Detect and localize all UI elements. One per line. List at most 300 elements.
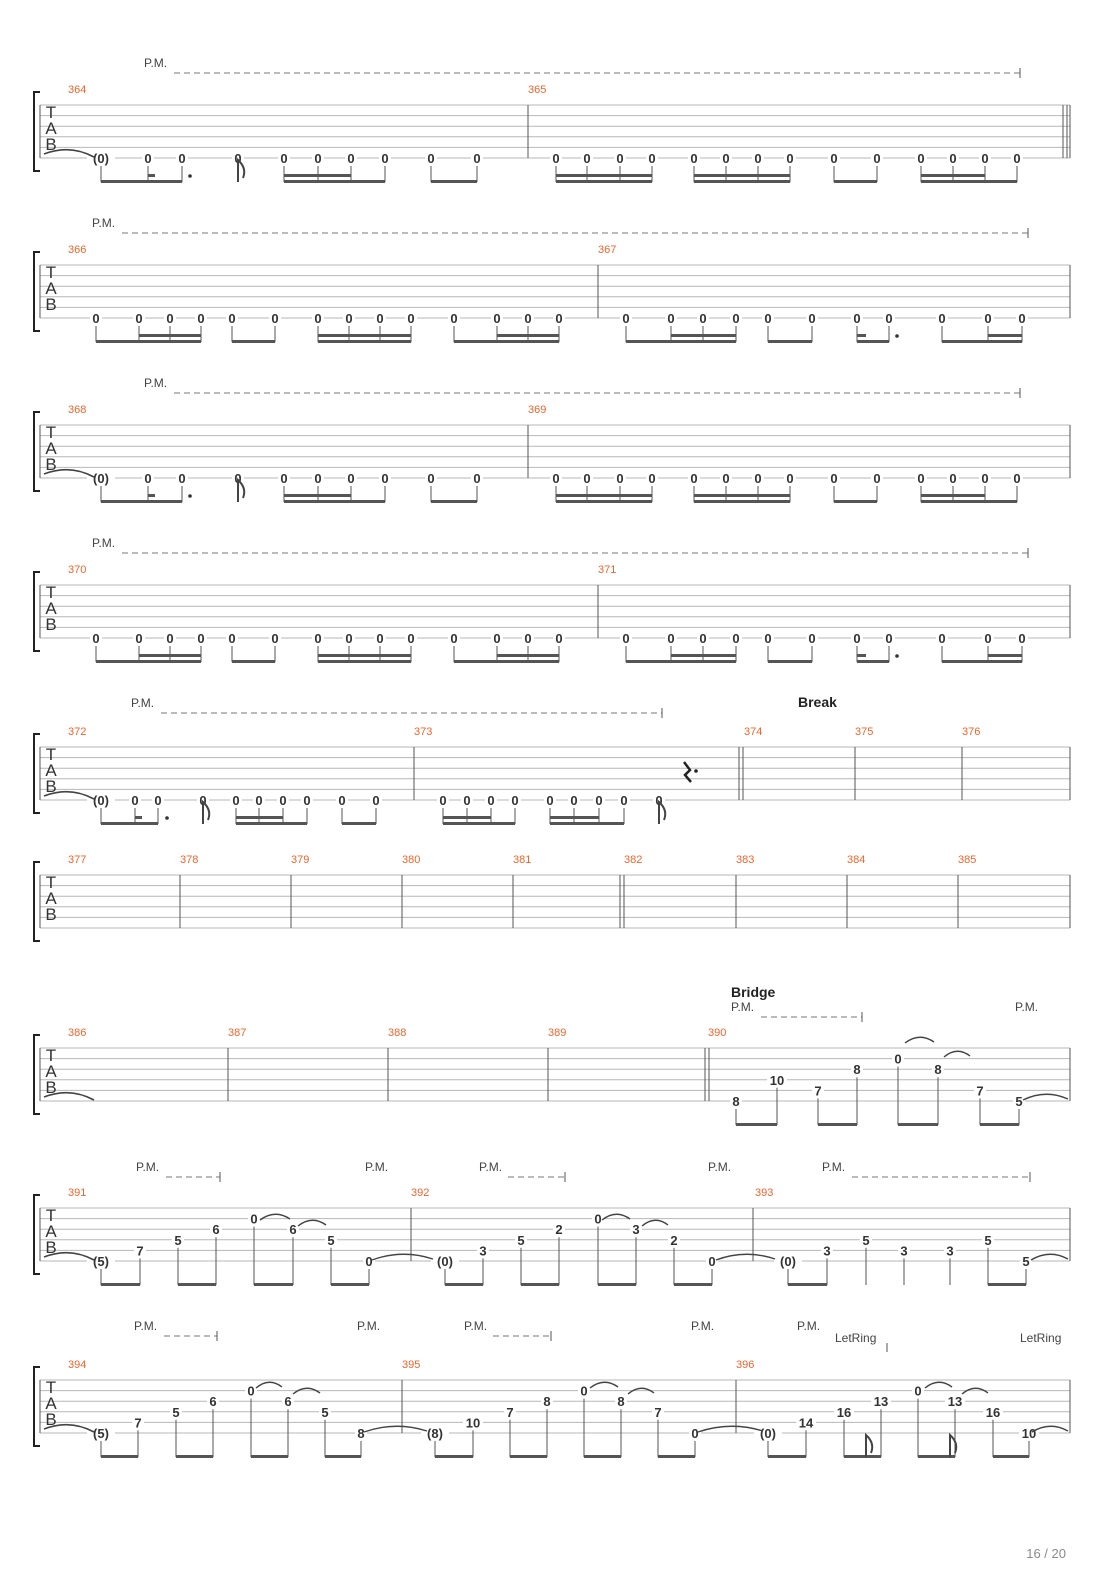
system-bracket bbox=[34, 572, 40, 651]
palm-mute-label: P.M. bbox=[822, 1160, 846, 1174]
beam bbox=[671, 334, 736, 337]
fret-number: 0 bbox=[699, 631, 707, 646]
fret-number: 5 bbox=[1015, 1094, 1023, 1109]
beam bbox=[921, 174, 985, 177]
fret-number: 0 bbox=[463, 793, 471, 808]
beam bbox=[550, 816, 599, 819]
fret-number: 0 bbox=[949, 151, 957, 166]
beam bbox=[96, 660, 201, 663]
fret-number: 0 bbox=[345, 631, 353, 646]
beam bbox=[980, 1123, 1019, 1126]
tab-clef-letter: A bbox=[45, 1394, 57, 1413]
tie-arc bbox=[944, 1051, 970, 1057]
fret-number: 7 bbox=[136, 1243, 144, 1259]
section-label-break: Break bbox=[798, 694, 837, 710]
tab-clef-letter: T bbox=[45, 423, 57, 442]
page-number: 16 / 20 bbox=[1026, 1546, 1066, 1561]
fret-number: 8 bbox=[617, 1394, 625, 1410]
fret-number: (8) bbox=[427, 1426, 443, 1441]
fret-number: 0 bbox=[667, 311, 675, 326]
beam bbox=[236, 816, 283, 819]
fret-number: 0 bbox=[949, 471, 957, 486]
system-bracket bbox=[34, 1367, 40, 1446]
fret-number: 0 bbox=[376, 311, 384, 326]
system-bracket bbox=[34, 92, 40, 171]
fret-number: 0 bbox=[271, 631, 279, 646]
measure-number: 378 bbox=[180, 854, 199, 866]
tab-clef-letter: A bbox=[45, 1062, 57, 1081]
beam bbox=[232, 340, 275, 343]
fret-number: 0 bbox=[228, 631, 236, 646]
tab-clef-letter: B bbox=[45, 777, 57, 796]
beam bbox=[556, 174, 652, 177]
beam bbox=[556, 500, 652, 503]
fret-number: 2 bbox=[555, 1222, 563, 1238]
rhythm-dot bbox=[188, 494, 192, 498]
fret-number: 0 bbox=[135, 311, 143, 326]
fret-number: 0 bbox=[708, 1254, 716, 1269]
fret-number: 8 bbox=[853, 1062, 861, 1078]
beam bbox=[284, 180, 385, 183]
measure-number: 364 bbox=[68, 84, 87, 96]
beam bbox=[139, 654, 201, 657]
fret-number: (0) bbox=[93, 151, 109, 166]
fret-number: 7 bbox=[506, 1404, 514, 1420]
fret-number: 0 bbox=[853, 631, 861, 646]
fret-number: 0 bbox=[622, 311, 630, 326]
beam bbox=[284, 494, 351, 497]
fret-number: 0 bbox=[347, 151, 355, 166]
beam bbox=[445, 1283, 483, 1286]
beam bbox=[556, 494, 652, 497]
beam bbox=[844, 1455, 881, 1458]
let-ring-label: LetRing bbox=[1020, 1331, 1062, 1345]
fret-number: 0 bbox=[228, 311, 236, 326]
beam bbox=[857, 654, 866, 657]
fret-number: 0 bbox=[234, 151, 242, 166]
beam bbox=[232, 660, 275, 663]
fret-number: 0 bbox=[427, 471, 435, 486]
fret-number: 0 bbox=[830, 471, 838, 486]
tab-clef-letter: A bbox=[45, 599, 57, 618]
tab-system bbox=[34, 1160, 1070, 1286]
fret-number: 0 bbox=[732, 631, 740, 646]
beam bbox=[898, 1123, 938, 1126]
system-bracket bbox=[34, 252, 40, 331]
tie-arc bbox=[925, 1382, 952, 1388]
tab-system bbox=[34, 216, 1070, 343]
beam bbox=[342, 822, 376, 825]
fret-number: (0) bbox=[437, 1254, 453, 1269]
beam bbox=[694, 174, 790, 177]
palm-mute-label: P.M. bbox=[797, 1319, 821, 1333]
measure-number: 369 bbox=[528, 404, 547, 416]
fret-number: 0 bbox=[622, 631, 630, 646]
tie-arc bbox=[716, 1254, 775, 1260]
tab-clef-letter: T bbox=[45, 583, 57, 602]
measure-number: 384 bbox=[847, 854, 866, 866]
measure-number: 389 bbox=[548, 1027, 567, 1039]
tie-arc bbox=[962, 1388, 988, 1394]
fret-number: 10 bbox=[465, 1415, 481, 1431]
measure-number: 372 bbox=[68, 726, 87, 738]
rhythm-dot bbox=[895, 334, 899, 338]
fret-number: 10 bbox=[1021, 1426, 1037, 1441]
measure-number: 382 bbox=[624, 854, 643, 866]
fret-number: 0 bbox=[427, 151, 435, 166]
beam bbox=[325, 1455, 361, 1458]
tab-system bbox=[34, 696, 1070, 825]
beam bbox=[510, 1455, 547, 1458]
beam bbox=[694, 180, 790, 183]
fret-number: 7 bbox=[976, 1083, 984, 1099]
fret-number: 0 bbox=[555, 631, 563, 646]
measure-number: 390 bbox=[708, 1027, 727, 1039]
fret-number: 0 bbox=[914, 1383, 922, 1399]
fret-number: 0 bbox=[144, 471, 152, 486]
tab-clef-letter: T bbox=[45, 103, 57, 122]
beam bbox=[788, 1283, 827, 1286]
fret-number: 0 bbox=[511, 793, 519, 808]
fret-number: 0 bbox=[255, 793, 263, 808]
fret-number: 0 bbox=[376, 631, 384, 646]
fret-number: 0 bbox=[280, 151, 288, 166]
tab-clef-letter: B bbox=[45, 905, 57, 924]
fret-number: 0 bbox=[580, 1383, 588, 1399]
fret-number: 0 bbox=[1013, 471, 1021, 486]
measure-number: 394 bbox=[68, 1359, 87, 1371]
fret-number: 13 bbox=[873, 1394, 889, 1410]
tab-clef-letter: T bbox=[45, 1206, 57, 1225]
fret-number: 0 bbox=[873, 151, 881, 166]
palm-mute-label: P.M. bbox=[708, 1160, 732, 1174]
beam bbox=[768, 340, 812, 343]
measure-number: 391 bbox=[68, 1187, 87, 1199]
fret-number: 0 bbox=[314, 311, 322, 326]
fret-number: 0 bbox=[808, 311, 816, 326]
fret-number: 0 bbox=[885, 631, 893, 646]
tab-clef-letter: A bbox=[45, 761, 57, 780]
palm-mute-label: P.M. bbox=[144, 56, 168, 70]
fret-number: 5 bbox=[172, 1404, 180, 1420]
fret-number: 0 bbox=[616, 151, 624, 166]
beam bbox=[988, 654, 1022, 657]
fret-number: 5 bbox=[517, 1232, 525, 1248]
fret-number: 0 bbox=[493, 311, 501, 326]
beam-partial bbox=[135, 816, 142, 819]
beam bbox=[626, 340, 736, 343]
beam bbox=[318, 340, 411, 343]
tie-arc bbox=[372, 1254, 433, 1260]
fret-number: 0 bbox=[594, 1211, 602, 1227]
palm-mute-label: P.M. bbox=[131, 696, 155, 710]
fret-number: (0) bbox=[93, 793, 109, 808]
beam bbox=[318, 660, 411, 663]
beam bbox=[284, 174, 351, 177]
fret-number: 0 bbox=[135, 631, 143, 646]
beam bbox=[942, 340, 1022, 343]
beam bbox=[857, 340, 889, 343]
tie-arc bbox=[260, 1214, 290, 1220]
fret-number: 0 bbox=[690, 471, 698, 486]
beam bbox=[768, 1455, 806, 1458]
palm-mute-label: P.M. bbox=[1015, 1000, 1039, 1014]
fret-number: 0 bbox=[365, 1254, 373, 1269]
beam bbox=[674, 1283, 712, 1286]
measure-number: 386 bbox=[68, 1027, 87, 1039]
fret-number: 0 bbox=[178, 151, 186, 166]
fret-number: 0 bbox=[691, 1426, 699, 1441]
fret-number: (5) bbox=[93, 1254, 109, 1269]
tab-clef-letter: B bbox=[45, 295, 57, 314]
fret-number: 0 bbox=[345, 311, 353, 326]
beam bbox=[101, 500, 182, 503]
beam bbox=[454, 660, 559, 663]
beam bbox=[251, 1455, 288, 1458]
tab-clef-letter: A bbox=[45, 119, 57, 138]
palm-mute-label: P.M. bbox=[136, 1160, 160, 1174]
fret-number: 3 bbox=[632, 1222, 640, 1238]
measure-number: 365 bbox=[528, 84, 547, 96]
fret-number: 5 bbox=[174, 1232, 182, 1248]
beam bbox=[671, 654, 736, 657]
beam bbox=[176, 1455, 213, 1458]
fret-number: 0 bbox=[873, 471, 881, 486]
fret-number: 0 bbox=[92, 311, 100, 326]
beam bbox=[818, 1123, 857, 1126]
measure-number: 374 bbox=[744, 726, 763, 738]
beam bbox=[431, 180, 477, 183]
fret-number: 0 bbox=[732, 311, 740, 326]
fret-number: 0 bbox=[247, 1383, 255, 1399]
fret-number: 0 bbox=[786, 151, 794, 166]
tab-system bbox=[34, 56, 1070, 183]
beam bbox=[178, 1283, 216, 1286]
fret-number: 0 bbox=[493, 631, 501, 646]
measure-number: 371 bbox=[598, 564, 617, 576]
fret-number: 0 bbox=[524, 311, 532, 326]
beam bbox=[694, 500, 790, 503]
fret-number: 0 bbox=[981, 471, 989, 486]
fret-number: 0 bbox=[655, 793, 663, 808]
tab-system bbox=[34, 854, 1070, 941]
measure-number: 387 bbox=[228, 1027, 247, 1039]
tie-arc bbox=[698, 1426, 763, 1432]
fret-number: 0 bbox=[303, 793, 311, 808]
measure-number: 383 bbox=[736, 854, 755, 866]
tab-system bbox=[34, 376, 1070, 503]
tie-arc bbox=[1031, 1254, 1068, 1260]
fret-number: 0 bbox=[917, 151, 925, 166]
system-bracket bbox=[34, 734, 40, 813]
beam bbox=[694, 494, 790, 497]
palm-mute-label: P.M. bbox=[365, 1160, 389, 1174]
beam bbox=[584, 1455, 621, 1458]
fret-number: 0 bbox=[1018, 311, 1026, 326]
fret-number: 0 bbox=[830, 151, 838, 166]
palm-mute-label: P.M. bbox=[92, 216, 116, 230]
fret-number: 0 bbox=[166, 631, 174, 646]
fret-number: 6 bbox=[289, 1222, 297, 1238]
fret-number: 0 bbox=[699, 311, 707, 326]
measure-number: 379 bbox=[291, 854, 310, 866]
beam bbox=[254, 1283, 293, 1286]
fret-number: 0 bbox=[984, 311, 992, 326]
tab-system bbox=[34, 536, 1070, 663]
beam bbox=[454, 340, 559, 343]
fret-number: 0 bbox=[166, 311, 174, 326]
beam bbox=[834, 180, 877, 183]
measure-number: 392 bbox=[411, 1187, 430, 1199]
system-bracket bbox=[34, 1035, 40, 1114]
fret-number: 0 bbox=[473, 151, 481, 166]
measure-number: 368 bbox=[68, 404, 87, 416]
beam bbox=[331, 1283, 369, 1286]
beam bbox=[556, 180, 652, 183]
fret-number: 0 bbox=[154, 793, 162, 808]
fret-number: 0 bbox=[234, 471, 242, 486]
fret-number: 0 bbox=[853, 311, 861, 326]
fret-number: 0 bbox=[450, 311, 458, 326]
fret-number: 0 bbox=[583, 151, 591, 166]
palm-mute-label: P.M. bbox=[731, 1000, 755, 1014]
fret-number: 0 bbox=[372, 793, 380, 808]
fret-number: 0 bbox=[764, 631, 772, 646]
fret-number: 16 bbox=[836, 1404, 852, 1420]
tab-system bbox=[34, 1000, 1070, 1126]
palm-mute-label: P.M. bbox=[464, 1319, 488, 1333]
fret-number: 3 bbox=[823, 1243, 831, 1259]
tab-clef-letter: A bbox=[45, 279, 57, 298]
measure-number: 393 bbox=[755, 1187, 774, 1199]
beam bbox=[431, 500, 477, 503]
fret-number: 8 bbox=[543, 1394, 551, 1410]
beam-partial bbox=[148, 174, 155, 177]
beam-partial bbox=[148, 494, 155, 497]
beam bbox=[443, 822, 515, 825]
fret-number: 0 bbox=[894, 1051, 902, 1067]
tab-clef-letter: A bbox=[45, 1222, 57, 1241]
fret-number: 10 bbox=[769, 1072, 785, 1088]
fret-number: 5 bbox=[984, 1232, 992, 1248]
tab-clef-letter: B bbox=[45, 135, 57, 154]
fret-number: 16 bbox=[985, 1404, 1001, 1420]
fret-number: 0 bbox=[690, 151, 698, 166]
tie-arc bbox=[590, 1382, 618, 1388]
beam bbox=[834, 500, 877, 503]
measure-number: 376 bbox=[962, 726, 981, 738]
measure-number: 388 bbox=[388, 1027, 407, 1039]
fret-number: 13 bbox=[947, 1394, 963, 1410]
fret-number: 0 bbox=[667, 631, 675, 646]
fret-number: 0 bbox=[595, 793, 603, 808]
tab-clef-letter: T bbox=[45, 873, 57, 892]
beam bbox=[921, 180, 1017, 183]
tie-arc bbox=[1023, 1094, 1068, 1100]
tab-system bbox=[34, 1319, 1070, 1458]
beam bbox=[139, 334, 201, 337]
beam bbox=[101, 1283, 140, 1286]
tie-arc bbox=[642, 1220, 668, 1226]
fret-number: 0 bbox=[381, 151, 389, 166]
tie-arc bbox=[298, 1220, 326, 1226]
fret-number: 0 bbox=[271, 311, 279, 326]
fret-number: 7 bbox=[134, 1415, 142, 1431]
beam bbox=[521, 1283, 559, 1286]
palm-mute-label: P.M. bbox=[134, 1319, 158, 1333]
beam bbox=[857, 660, 889, 663]
tie-arc bbox=[293, 1388, 320, 1394]
fret-number: 0 bbox=[407, 631, 415, 646]
beam bbox=[497, 654, 559, 657]
fret-number: 0 bbox=[338, 793, 346, 808]
fret-number: (0) bbox=[780, 1254, 796, 1269]
fret-number: 0 bbox=[984, 631, 992, 646]
fret-number: 0 bbox=[981, 151, 989, 166]
fret-number: 6 bbox=[284, 1394, 292, 1410]
fret-number: 6 bbox=[212, 1222, 220, 1238]
fret-number: 5 bbox=[327, 1232, 335, 1248]
fret-number: 5 bbox=[862, 1232, 870, 1248]
fret-number: 0 bbox=[808, 631, 816, 646]
fret-number: 0 bbox=[197, 311, 205, 326]
measure-number: 396 bbox=[736, 1359, 755, 1371]
palm-mute-label: P.M. bbox=[691, 1319, 715, 1333]
fret-number: 0 bbox=[131, 793, 139, 808]
beam bbox=[921, 500, 1017, 503]
tie-arc bbox=[905, 1037, 934, 1043]
fret-number: 0 bbox=[314, 631, 322, 646]
beam bbox=[598, 1283, 636, 1286]
fret-number: 0 bbox=[524, 631, 532, 646]
tab-clef-letter: T bbox=[45, 263, 57, 282]
beam bbox=[497, 334, 559, 337]
beam bbox=[435, 1455, 473, 1458]
palm-mute-label: P.M. bbox=[479, 1160, 503, 1174]
beam bbox=[993, 1455, 1029, 1458]
fret-number: 2 bbox=[670, 1232, 678, 1248]
tab-clef-letter: A bbox=[45, 439, 57, 458]
fret-number: 0 bbox=[917, 471, 925, 486]
tab-clef-letter: B bbox=[45, 615, 57, 634]
fret-number: 0 bbox=[407, 311, 415, 326]
beam bbox=[988, 334, 1022, 337]
measure-number: 395 bbox=[402, 1359, 421, 1371]
fret-number: 0 bbox=[144, 151, 152, 166]
fret-number: 0 bbox=[439, 793, 447, 808]
tab-clef-letter: B bbox=[45, 455, 57, 474]
tie-arc bbox=[602, 1214, 630, 1220]
rhythm-dot bbox=[694, 769, 698, 773]
measure-number: 381 bbox=[513, 854, 532, 866]
fret-number: 0 bbox=[620, 793, 628, 808]
fret-number: 0 bbox=[583, 471, 591, 486]
fret-number: 3 bbox=[479, 1243, 487, 1259]
fret-number: 0 bbox=[552, 471, 560, 486]
tab-clef-letter: A bbox=[45, 889, 57, 908]
fret-number: 8 bbox=[732, 1094, 740, 1109]
rhythm-dot bbox=[895, 654, 899, 658]
tab-clef-letter: B bbox=[45, 1238, 57, 1257]
fret-number: 0 bbox=[938, 631, 946, 646]
fret-number: 0 bbox=[199, 793, 207, 808]
fret-number: 8 bbox=[357, 1426, 365, 1441]
fret-number: 0 bbox=[754, 471, 762, 486]
beam bbox=[443, 816, 491, 819]
measure-number: 366 bbox=[68, 244, 87, 256]
fret-number: 0 bbox=[279, 793, 287, 808]
system-bracket bbox=[34, 412, 40, 491]
